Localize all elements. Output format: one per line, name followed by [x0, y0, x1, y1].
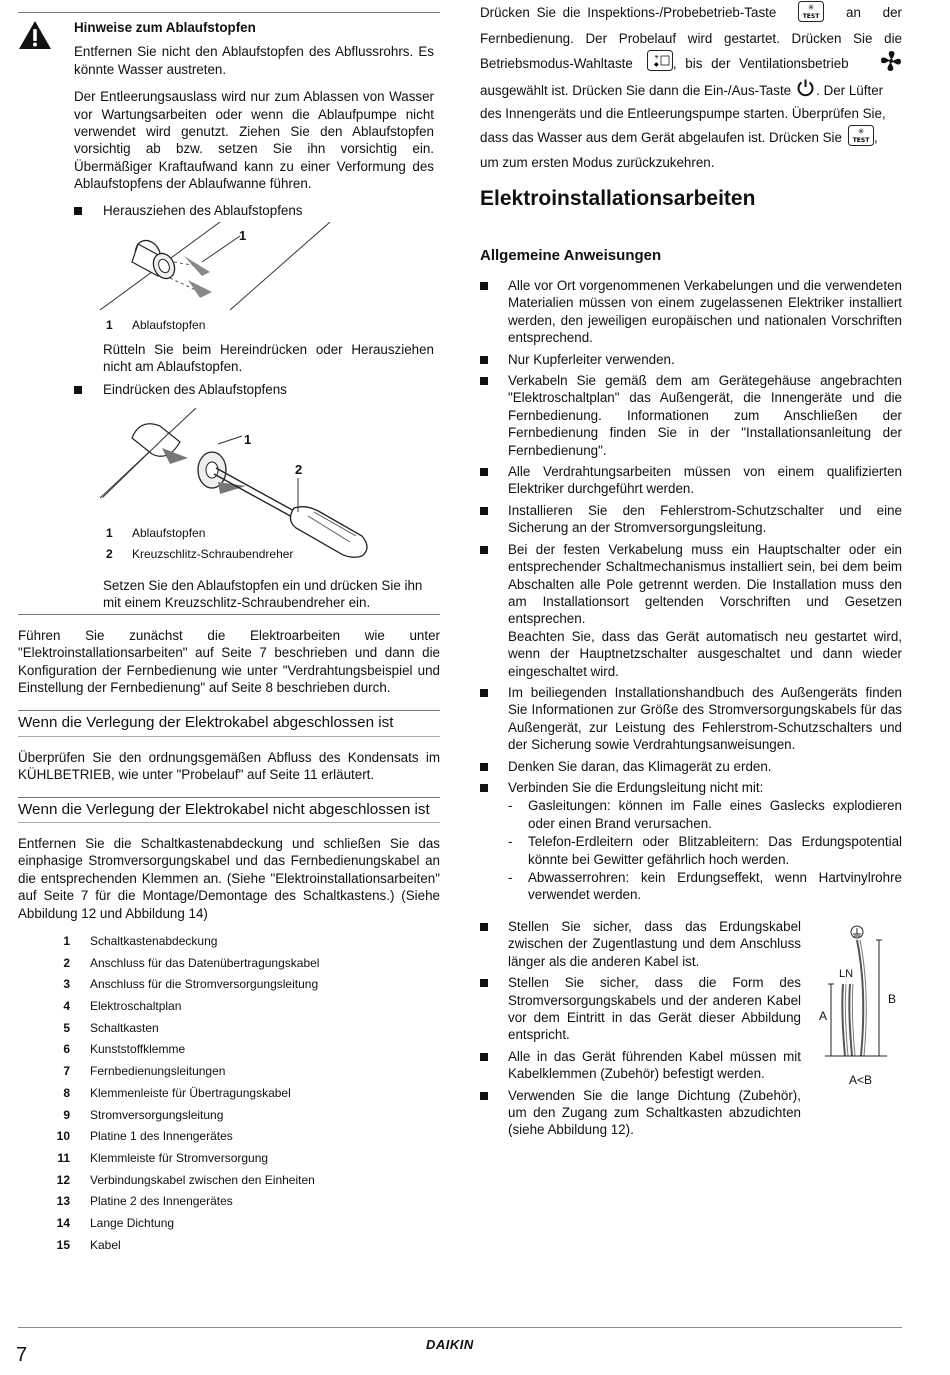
subsection-title: Allgemeine Anweisungen	[480, 247, 662, 264]
section-paragraph: Überprüfen Sie den ordnungsgemäßen Abfluss des Kondensats im KÜHLBETRIEB, wie unter "Probelauf" auf Seite 11 erläutert.	[18, 750, 440, 783]
text-fragment: dass das Wasser aus dem Gerät abgelaufen ist. Drücken Sie	[480, 130, 842, 146]
list-item	[74, 381, 434, 398]
section-paragraph: Entfernen Sie die Schaltkastenabdeckung und schließen Sie das einphasige Stromversorgungskabel und das Fernbedienungskabel an die entsprechenden Klemmen an. (Siehe "Elektroinstallationsarbeiten" auf Seite 7 für die Montage/Demontage des Schaltkastens.) (Siehe Abbildung 12 und Abbildung 14)	[18, 836, 440, 921]
list-item: Bei der festen Verkabelung muss ein Hauptschalter oder ein entsprechender Schaltmechanismus installiert sein, bei dem beim Abschalten alle Pole getrennt werden. Die Installation muss den am Installationsort geltenden Vorschriften und Gesetzen entsprechen. Beachten Sie, dass das Gerät automatisch neu gestartet wird, wenn der Hauptnetzschalter ausgeschaltet und dann wieder eingeschaltet wird.	[480, 541, 902, 680]
text-line	[480, 125, 902, 153]
legend-number: 1	[106, 318, 113, 332]
bullet-text: Herausziehen des Ablaufstopfens	[103, 202, 303, 218]
brand-logo: DAIKIN	[426, 1337, 474, 1352]
text-line	[480, 3, 902, 29]
list-item: 4 Elektroschaltplan	[63, 999, 182, 1014]
instruction-list	[480, 277, 902, 904]
bullet-square	[74, 386, 82, 394]
figure-callout: 1	[244, 432, 252, 447]
test-icon-label: TEST	[852, 136, 870, 144]
note-text: Beachten Sie, dass das Gerät automatisch neu gestartet wird, wenn der Hauptnetzschalter ausgeschaltet und dann wieder eingeschaltet wird.	[508, 628, 902, 679]
list-item: Verkabeln Sie gemäß dem am Gerätegehäuse angebrachten "Elektroschaltplan" das Außengerät, die Innengeräte und die Fernbedienung. Informationen zum Anschließen der Fernbedienung finden Sie in der "Installationsanleitung der Fernbedienung".	[480, 372, 902, 459]
list-item: 12 Verbindungskabel zwischen den Einheiten	[56, 1172, 315, 1187]
warning-title: Hinweise zum Ablaufstopfen	[74, 20, 256, 35]
list-item: Nur Kupferleiter verwenden.	[480, 351, 902, 368]
test-button-icon	[798, 1, 824, 29]
figure-legend	[106, 318, 205, 332]
list-item: Stellen Sie sicher, dass die Form des Stromversorgungskabels und der anderen Kabel vor dem Eintritt in das Gerät dieser Abbildung entspricht.	[480, 974, 801, 1044]
list-item: Stellen Sie sicher, dass das Erdungskabel zwischen der Zugentlastung und dem Anschluss länger als die anderen Kabel ist.	[480, 918, 801, 970]
list-item: 13 Platine 2 des Innengerätes	[56, 1194, 233, 1209]
text-fragment: ausgewählt ist. Drücken Sie dann die Ein-/Aus-Taste	[480, 82, 792, 98]
list-item: Denken Sie daran, das Klimagerät zu erden.	[480, 758, 902, 775]
cable-label-relation: A<B	[849, 1073, 873, 1087]
text-line: um zum ersten Modus zurückzukehren.	[480, 154, 715, 170]
list-item: 10 Platine 1 des Innengerätes	[56, 1129, 233, 1144]
section-heading: Wenn die Verlegung der Elektrokabel abgeschlossen ist	[18, 714, 394, 731]
dash-item: - Gasleitungen: können im Falle eines Gaslecks explodieren oder einen Brand verursachen.	[508, 798, 902, 831]
legend-text: Ablaufstopfen	[132, 318, 206, 332]
list-item: Alle Verdrahtungsarbeiten müssen von einem qualifizierten Elektriker durchgeführt werden.	[480, 463, 902, 498]
list-item: 11 Klemmleiste für Stromversorgung	[57, 1150, 269, 1165]
list-item: 14 Lange Dichtung	[56, 1215, 175, 1230]
mode-select-icon	[647, 50, 673, 78]
text-fragment: Drücken Sie die Inspektions-/Probebetrieb-Taste	[480, 5, 777, 20]
text-fragment: Betriebsmodus-Wahltaste	[480, 55, 633, 71]
figure-callout: 1	[239, 228, 247, 243]
list-item: 8 Klemmenleiste für Übertragungskabel	[63, 1085, 291, 1100]
legend-text: Ablaufstopfen	[132, 526, 206, 540]
intro-paragraph: Führen Sie zunächst die Elektroarbeiten wie unter "Elektroinstallationsarbeiten" auf Seite 7 beschrieben und dann die Konfiguration der Fernbedienung wie unter "Verdrahtungsbeispiel und Einstellung der Fernbedienung" auf Seite 8 beschrieben durch.	[18, 628, 440, 696]
svg-text:✳: ✳	[857, 126, 865, 136]
top-rule-left	[18, 12, 440, 13]
section-rule	[18, 797, 440, 798]
list-item: 3 Anschluss für die Stromversorgungsleitung	[63, 977, 319, 992]
test-button-icon	[848, 125, 874, 153]
list-item: Installieren Sie den Fehlerstrom-Schutzschalter und eine Sicherung an der Stromversorgungsleitung.	[480, 502, 902, 537]
legend-number: 1	[106, 526, 113, 540]
list-item: 5 Schaltkasten	[63, 1020, 159, 1035]
dash-item: - Abwasserrohren: kein Erdungseffekt, wenn Hartvinylrohre verwendet werden.	[508, 870, 902, 903]
list-item: 15 Kabel	[56, 1237, 121, 1252]
text-line: Fernbedienung. Der Probelauf wird gestartet. Drücken Sie die	[480, 30, 902, 46]
list-item: Verwenden Sie die lange Dichtung (Zubehör), um den Zugang zum Schaltkasten abzudichten (siehe Abbildung 12).	[480, 1087, 801, 1139]
warning-paragraph: Entfernen Sie nicht den Ablaufstopfen des Abflussrohrs. Es könnte Wasser austreten.	[74, 44, 434, 77]
text-line: des Innengeräts und die Entleerungspumpe starten. Überprüfen Sie,	[480, 106, 886, 122]
section-rule	[18, 822, 440, 823]
cable-label-b: B	[888, 992, 897, 1006]
list-item: Alle vor Ort vorgenommenen Verkabelungen und die verwendeten Materialien müssen von einem zugelassenen Elektriker installiert werden, den jeweiligen europäischen und nationalen Vorschriften entsprechend.	[480, 277, 902, 347]
divider	[18, 614, 440, 615]
fan-icon	[880, 50, 902, 79]
list-item: Im beiliegenden Installationshandbuch des Außengeräts finden Sie Informationen zur Größe des Stromversorgungskabels für das Außengerät, zur Leistung des Fehlerstrom-Schutzschalters und der Sicherung sowie Verdrahtungsanweisungen.	[480, 684, 902, 754]
note-paragraph: Setzen Sie den Ablaufstopfen ein und drücken Sie ihn mit einem Kreuzschlitz-Schraubendreher ein.	[103, 578, 423, 611]
list-item: 2 Anschluss für das Datenübertragungskabel	[63, 955, 320, 970]
text-line	[480, 50, 902, 79]
list-item: 1 Schaltkastenabdeckung	[63, 934, 218, 948]
parts-legend	[36, 934, 436, 1259]
cable-label-a: A	[819, 1009, 828, 1023]
svg-text:✳: ✳	[807, 3, 815, 12]
list-item: 9 Stromversorgungsleitung	[63, 1107, 224, 1122]
section-rule	[18, 710, 440, 711]
list-item	[74, 202, 434, 219]
section-heading: Wenn die Verlegung der Elektrokabel nicht abgeschlossen ist	[18, 801, 430, 818]
instruction-list-narrow	[480, 918, 801, 1143]
note-paragraph: Rütteln Sie beim Hereindrücken oder Herausziehen nicht am Ablaufstopfen.	[103, 342, 434, 375]
figure-legend	[106, 526, 293, 561]
test-run-paragraph	[480, 3, 902, 174]
cable-label-ln: LN	[839, 968, 854, 980]
drain-plug-pull-figure	[100, 222, 440, 314]
test-icon-label: TEST	[802, 13, 820, 20]
svg-text:✳: ✳	[653, 54, 659, 62]
list-item: Verbinden Sie die Erdungsleitung nicht mit:	[480, 779, 902, 796]
footer-rule	[18, 1327, 902, 1328]
section-rule	[18, 736, 440, 737]
list-item: Alle in das Gerät führenden Kabel müssen mit Kabelklemmen (Zubehör) befestigt werden.	[480, 1048, 801, 1083]
page-number: 7	[16, 1344, 28, 1366]
svg-text:◆: ◆	[653, 61, 659, 69]
power-icon	[796, 78, 815, 104]
warning-icon	[18, 20, 52, 50]
section-title: Elektroinstallationsarbeiten	[480, 187, 756, 210]
text-line	[480, 78, 902, 104]
list-item: 7 Fernbedienungsleitungen	[63, 1064, 226, 1079]
text-fragment: , bis der Ventilationsbetrieb	[672, 55, 849, 71]
text-fragment: an der	[846, 5, 902, 20]
text-fragment: ,	[873, 130, 878, 146]
legend-text: Kreuzschlitz-Schraubendreher	[132, 547, 294, 561]
figure-callout: 2	[295, 462, 303, 477]
text-fragment: . Der Lüfter	[816, 82, 884, 98]
bullet-text: Eindrücken des Ablaufstopfens	[103, 381, 287, 397]
dash-item: - Telefon-Erdleitern oder Blitzableitern: Das Erdungspotential könnte bei Gewitter gefährlich hoch werden.	[508, 834, 902, 867]
warning-paragraph: Der Entleerungsauslass wird nur zum Ablassen von Wasser vor Wartungsarbeiten oder wenn die Ablaufpumpe nicht verwendet wird genutzt. Ziehen Sie den Ablaufstopfen vorsichtig ab bzw. setzen Sie ihn vorsichtig ein. Übermäßiger Kraftaufwand kann zu einer Verformung des Ablaufstopfens der Ablaufwanne führen.	[74, 89, 434, 192]
list-item: 6 Kunststoffklemme	[63, 1042, 186, 1057]
legend-number: 2	[106, 547, 113, 561]
bullet-square	[74, 207, 82, 215]
figure-frame-line	[100, 408, 220, 500]
